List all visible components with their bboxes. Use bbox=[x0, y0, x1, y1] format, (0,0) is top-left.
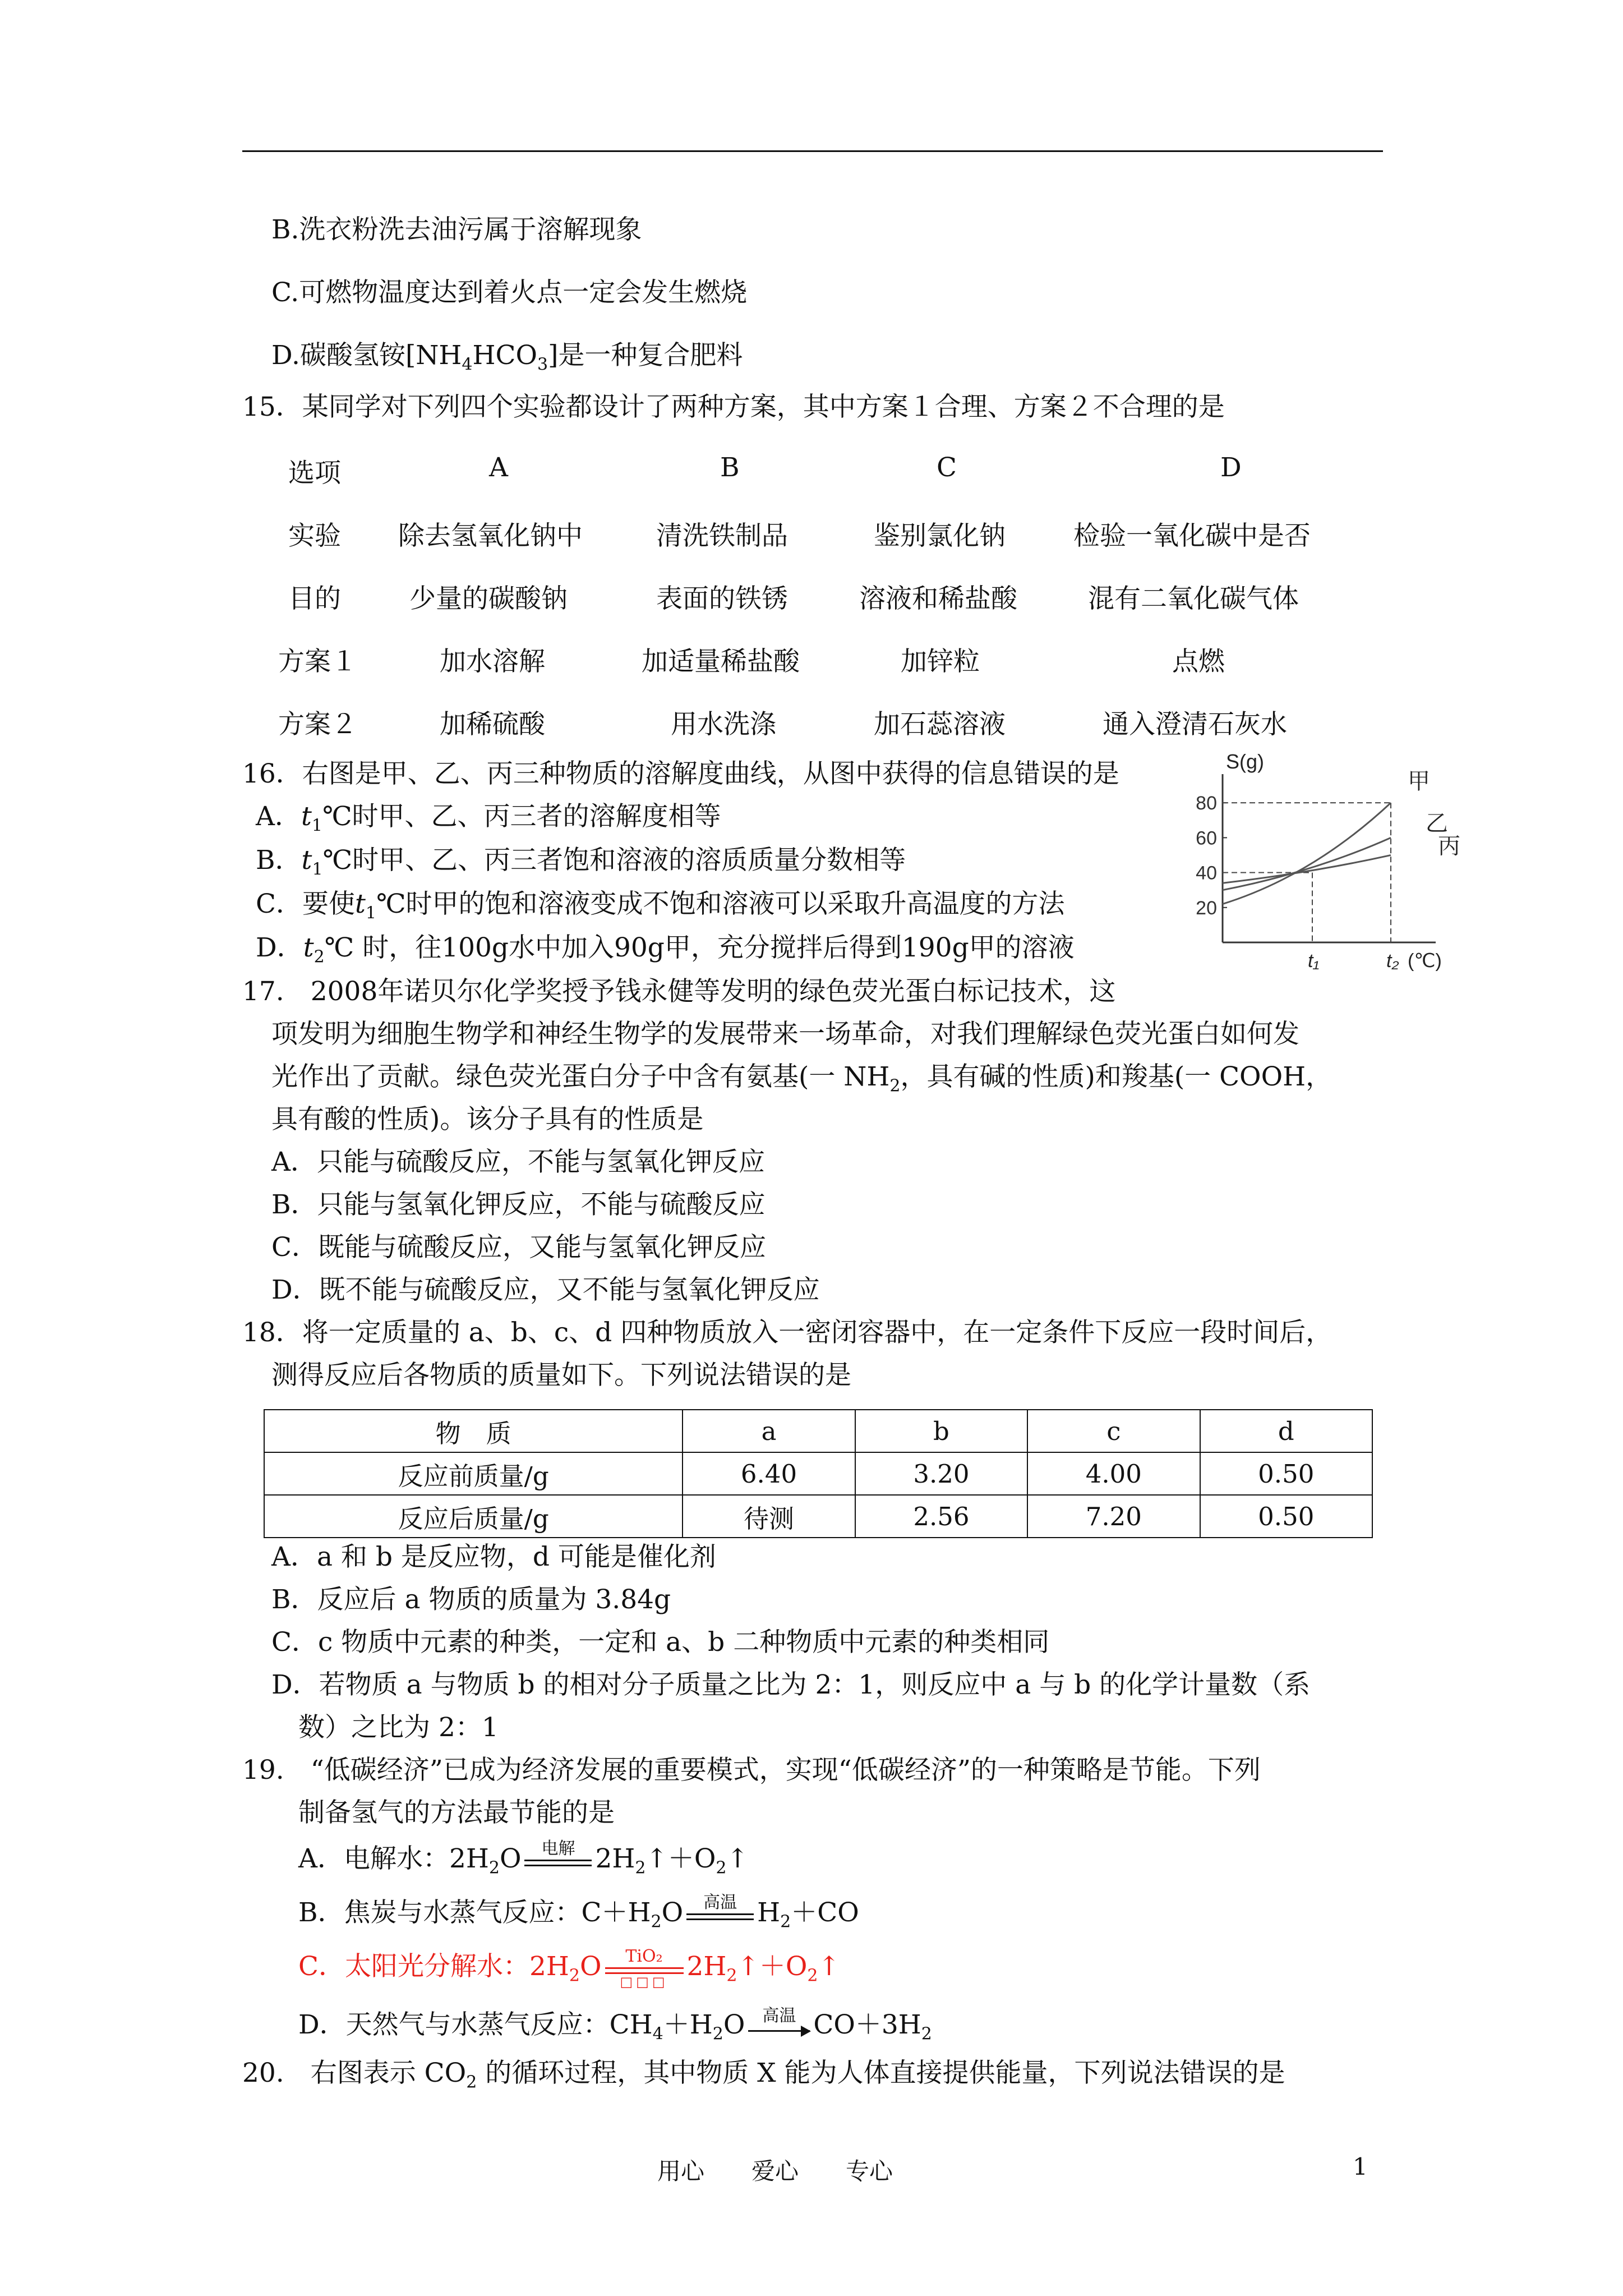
q18-option-b: B．反应后 a 物质的质量为 3.84g bbox=[271, 1584, 671, 1615]
y-axis-label: S(g) bbox=[1226, 750, 1265, 773]
table-cell: 3.20 bbox=[855, 1452, 1027, 1495]
table-cell: 待测 bbox=[683, 1495, 855, 1538]
q15-p1-4: 点燃 bbox=[1172, 646, 1225, 677]
q17-line-1: 17. 2008年诺贝尔化学奖授予钱永健等发明的绿色荧光蛋白标记技术，这 bbox=[242, 976, 1116, 1007]
q19-option-b: B．焦炭与水蒸气反应：$C+H_2O$ 高温 $H_2+CO$ bbox=[298, 1893, 859, 1932]
q17-option-a: A．只能与硫酸反应，不能与氢氧化钾反应 bbox=[271, 1147, 765, 1177]
q18-line-1: 18．将一定质量的 a、b、c、d 四种物质放入一密闭容器中，在一定条件下反应一段时间后， bbox=[242, 1317, 1332, 1348]
table-cell: 0.50 bbox=[1200, 1452, 1372, 1495]
table-cell: d bbox=[1200, 1410, 1372, 1452]
q15-aim1-4: 检验一氧化碳中是否 bbox=[1073, 521, 1311, 551]
q15-p2-3: 加石蕊溶液 bbox=[874, 709, 1006, 740]
q20-stem: 20. 右图表示 $CO_2$ 的循环过程，其中物质 X 能为人体直接提供能量，下列说法错误的是 bbox=[242, 2058, 1285, 2092]
q14-option-b: B.洗衣粉洗去油污属于溶解现象 bbox=[271, 214, 642, 245]
table-cell: 反应前质量/g bbox=[264, 1452, 683, 1495]
q18-option-a: A．a 和 b 是反应物，d 可能是催化剂 bbox=[271, 1542, 716, 1572]
q15-head-2: B bbox=[720, 452, 740, 483]
q18-option-d-line-2: 数）之比为 2：1 bbox=[298, 1712, 499, 1743]
q17-line-3: 光作出了贡献。绿色荧光蛋白分子中含有氨基(一 $NH_2$，具有碱的性质)和羧基(一 COOH， bbox=[271, 1061, 1332, 1096]
q18-mass-table bbox=[264, 1409, 1373, 1538]
q14-option-d: D.碳酸氢铵$[NH_4HCO_3]$是一种复合肥料 bbox=[271, 340, 743, 375]
q15-p2-4: 通入澄清石灰水 bbox=[1103, 709, 1287, 740]
q15-p2-0: 方案２ bbox=[278, 709, 357, 740]
q15-head-3: C bbox=[937, 452, 957, 483]
q16-stem: 16．右图是甲、乙、丙三种物质的溶解度曲线，从图中获得的信息错误的是 bbox=[242, 758, 1119, 789]
q19-line-1: 19. “低碳经济”已成为经济发展的重要模式，实现“低碳经济”的一种策略是节能。下列 bbox=[242, 1755, 1261, 1786]
q15-aim1-3: 鉴别氯化钠 bbox=[874, 521, 1006, 551]
q15-aim1-0: 实验 bbox=[288, 521, 341, 551]
y-tick-label: 60 bbox=[1196, 827, 1217, 849]
table-row bbox=[264, 1410, 1372, 1452]
q15-aim2-4: 混有二氧化碳气体 bbox=[1088, 583, 1299, 614]
q15-aim2-0: 目的 bbox=[288, 583, 341, 614]
table-cell: 4.00 bbox=[1027, 1452, 1200, 1495]
q17-line-4: 具有酸的性质)。该分子具有的性质是 bbox=[271, 1104, 704, 1135]
q17-option-c: C．既能与硫酸反应，又能与氢氧化钾反应 bbox=[271, 1232, 766, 1263]
q15-p1-3: 加锌粒 bbox=[901, 646, 980, 677]
table-row bbox=[264, 1452, 1372, 1495]
y-tick-label: 80 bbox=[1196, 793, 1217, 815]
table-cell: 2.56 bbox=[855, 1495, 1027, 1538]
q18-line-2: 测得反应后各物质的质量如下。下列说法错误的是 bbox=[271, 1360, 851, 1391]
x-tick-label: t₂ bbox=[1386, 950, 1399, 972]
series-label: 乙 bbox=[1426, 811, 1448, 836]
q15-stem: 15．某同学对下列四个实验都设计了两种方案，其中方案１合理、方案２不合理的是 bbox=[242, 392, 1225, 422]
q19-option-a: A．电解水：$2H_2O$ 电解 $2H_2↑+O_2↑$ bbox=[298, 1839, 749, 1878]
q15-p1-2: 加适量稀盐酸 bbox=[642, 646, 800, 677]
page-number: 1 bbox=[1353, 2153, 1368, 2180]
table-cell: 0.50 bbox=[1200, 1495, 1372, 1538]
q19-line-2: 制备氢气的方法最节能的是 bbox=[298, 1797, 615, 1828]
q18-option-d-line-1: D．若物质 a 与物质 b 的相对分子质量之比为 2：1，则反应中 a 与 b 的化学计量数（系 bbox=[271, 1669, 1311, 1700]
q15-head-0: 选项 bbox=[288, 458, 341, 489]
q15-p1-0: 方案１ bbox=[278, 646, 357, 677]
table-row bbox=[264, 1495, 1372, 1538]
q19-option-d: D．天然气与水蒸气反应：$CH_4+H_2O$ 高温 $CO+3H_2$ bbox=[298, 2005, 932, 2044]
table-cell: 6.40 bbox=[683, 1452, 855, 1495]
q15-aim1-1: 除去氢氧化钠中 bbox=[398, 521, 583, 551]
q16-option-c: C．要使$t_1℃$时甲的饱和溶液变成不饱和溶液可以采取升高温度的方法 bbox=[256, 889, 1065, 923]
q15-p1-1: 加水溶解 bbox=[440, 646, 545, 677]
q19-option-c: C．太阳光分解水：$2H_2O$ TiO₂ □□□ $2H_2↑+O_2↑$ bbox=[298, 1947, 840, 1990]
q15-head-4: D bbox=[1220, 452, 1242, 483]
q18-option-c: C．c 物质中元素的种类，一定和 a、b 二种物质中元素的种类相同 bbox=[271, 1627, 1050, 1658]
q17-option-d: D．既不能与硫酸反应，又不能与氢氧化钾反应 bbox=[271, 1274, 820, 1305]
q16-option-a: A．$t_1℃$时甲、乙、丙三者的溶解度相等 bbox=[256, 801, 721, 836]
q15-p2-1: 加稀硫酸 bbox=[440, 709, 545, 740]
header-rule bbox=[242, 150, 1383, 152]
table-cell: b bbox=[855, 1410, 1027, 1452]
q15-p2-2: 用水洗涤 bbox=[671, 709, 776, 740]
q15-head-1: A bbox=[489, 452, 508, 483]
series-curve-1 bbox=[1223, 838, 1391, 890]
table-cell: 反应后质量/g bbox=[264, 1495, 683, 1538]
series-label: 甲 bbox=[1408, 769, 1430, 794]
y-tick-label: 40 bbox=[1196, 862, 1217, 884]
q17-option-b: B．只能与氢氧化钾反应，不能与硫酸反应 bbox=[271, 1189, 766, 1220]
q15-aim2-2: 表面的铁锈 bbox=[656, 583, 788, 614]
series-label: 丙 bbox=[1438, 834, 1460, 859]
q16-option-b: B．$t_1℃$时甲、乙、丙三者饱和溶液的溶质质量分数相等 bbox=[256, 845, 906, 880]
table-cell: 7.20 bbox=[1027, 1495, 1200, 1538]
q15-aim1-2: 清洗铁制品 bbox=[656, 521, 788, 551]
q15-aim2-3: 溶液和稀盐酸 bbox=[859, 583, 1017, 614]
series-curve-0 bbox=[1223, 803, 1391, 904]
table-cell: a bbox=[683, 1410, 855, 1452]
x-tick-label: t₁ bbox=[1308, 950, 1320, 972]
solubility-chart bbox=[1178, 750, 1469, 987]
table-cell: 物 质 bbox=[264, 1410, 683, 1452]
q15-aim2-1: 少量的碳酸钠 bbox=[409, 583, 568, 614]
footer-motto: 用心 爱心 专心 bbox=[657, 2157, 893, 2185]
x-axis-label: (℃) bbox=[1408, 950, 1442, 972]
q14-option-c: C.可燃物温度达到着火点一定会发生燃烧 bbox=[271, 277, 748, 308]
table-cell: c bbox=[1027, 1410, 1200, 1452]
q16-option-d: D．$t_2℃$ 时，往100g水中加入90g甲，充分搅拌后得到190g甲的溶液 bbox=[256, 932, 1075, 967]
q17-line-2: 项发明为细胞生物学和神经生物学的发展带来一场革命，对我们理解绿色荧光蛋白如何发 bbox=[271, 1019, 1299, 1050]
y-tick-label: 20 bbox=[1196, 897, 1217, 919]
